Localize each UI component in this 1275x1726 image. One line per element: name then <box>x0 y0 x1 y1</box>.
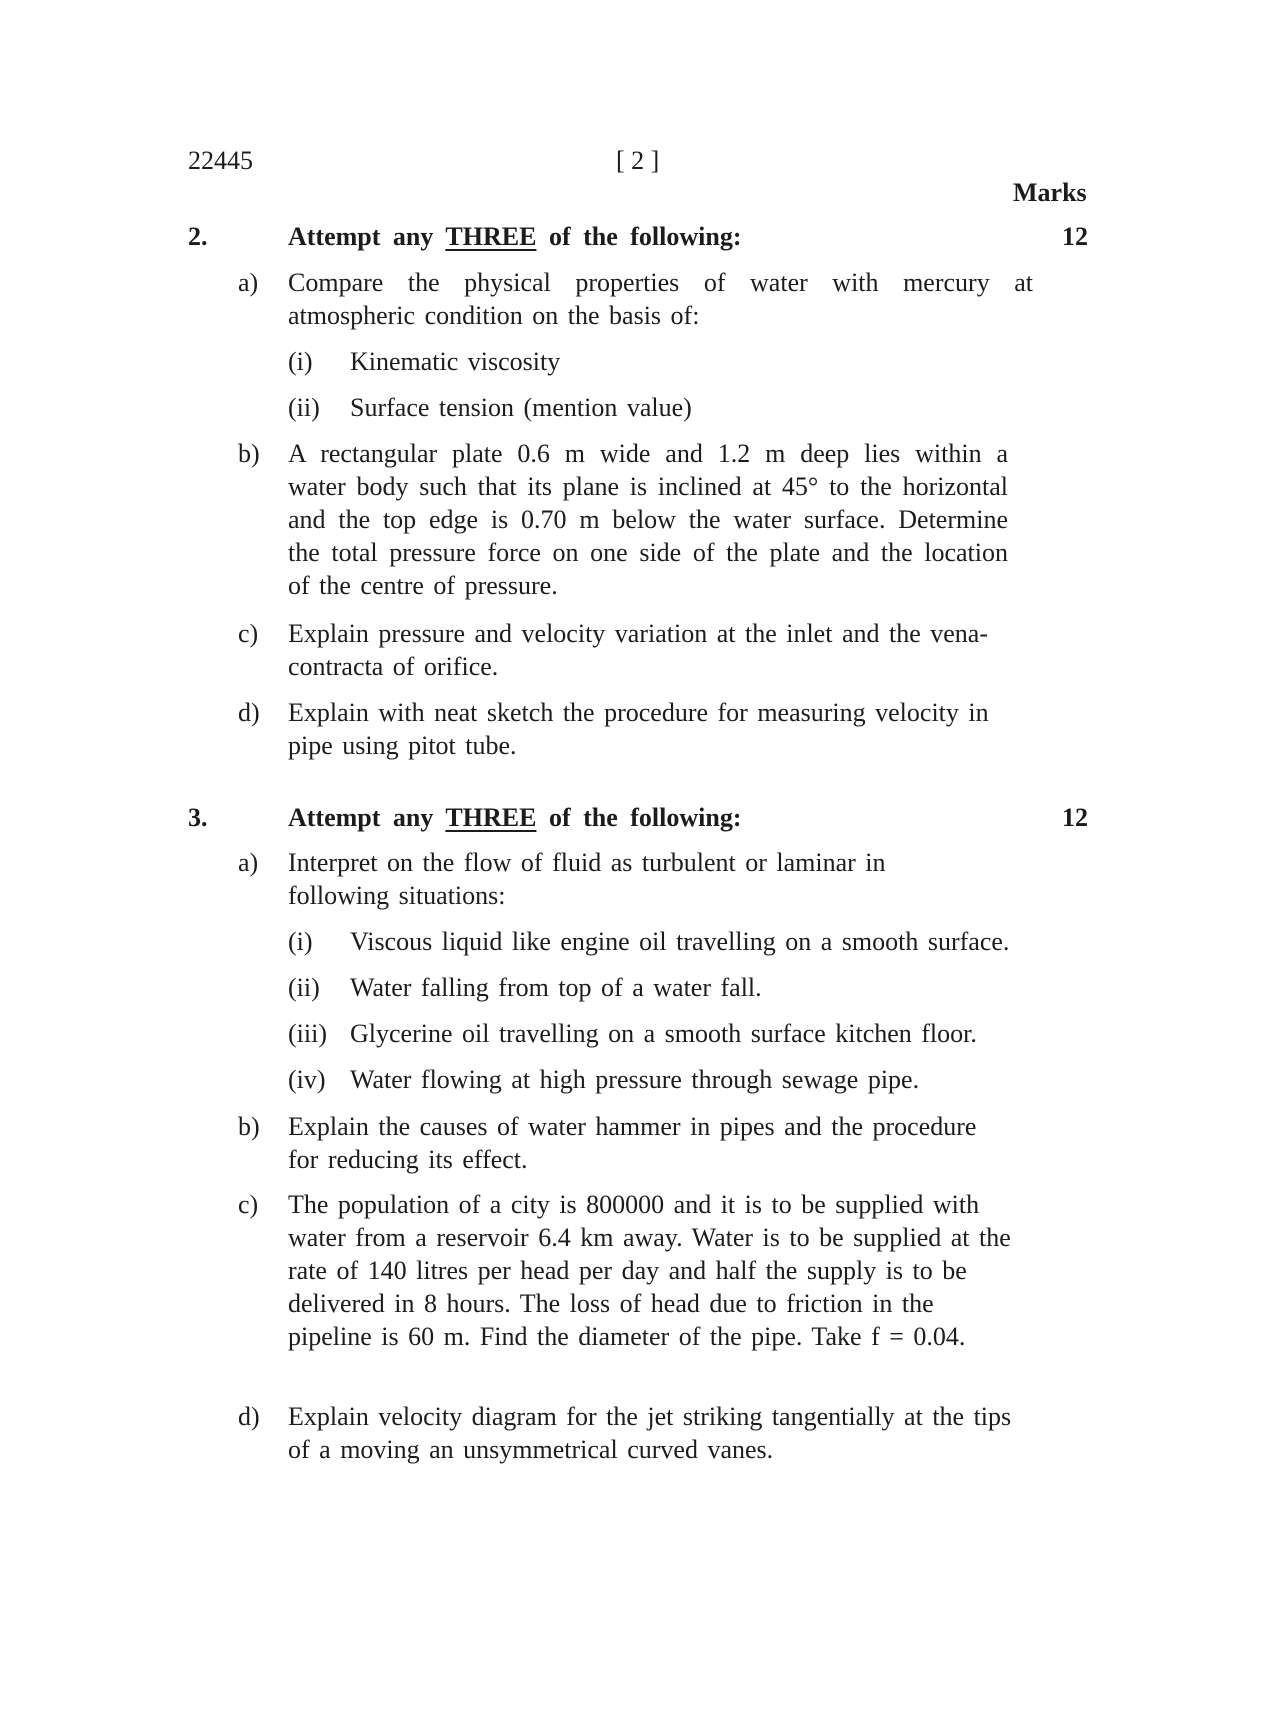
sub-label: (ii) <box>288 973 320 1002</box>
sub-label: (iii) <box>288 1019 327 1048</box>
sub-label: (ii) <box>288 393 320 422</box>
item-label: c) <box>238 619 259 648</box>
instruction-emphasis: THREE <box>445 222 537 251</box>
marks-column-label: Marks <box>1013 178 1087 207</box>
item-text: Explain with neat sketch the procedure for measuring velocity in pipe using pitot tube. <box>288 698 989 760</box>
sub-label: (iv) <box>288 1065 326 1094</box>
question-3b <box>238 1110 1038 1180</box>
instruction-text: Attempt any <box>288 803 434 832</box>
sub-text: Glycerine oil travelling on a smooth surface kitchen floor. <box>350 1019 977 1048</box>
item-label: b) <box>238 439 260 468</box>
item-label: d) <box>238 1402 260 1431</box>
sub-label: (i) <box>288 927 313 956</box>
question-2d <box>238 696 1038 766</box>
question-2b <box>238 437 1038 607</box>
instruction-text: Attempt any <box>288 222 434 251</box>
item-label: a) <box>238 268 259 297</box>
item-text: The population of a city is 800000 and it is to be supplied with water from a reservoir 6.4 km away. Water is to be supplied at the rate of 140 litres per head per day and half the supply is to be delivered in 8 hours. The loss of head due to friction in the pipeline is 60 m. Find the diameter of the pipe. Take f = 0.04. <box>288 1190 1011 1351</box>
instruction-emphasis: THREE <box>445 803 537 832</box>
item-label: b) <box>238 1112 260 1141</box>
instruction-text: of the following: <box>548 222 742 251</box>
question-3d <box>238 1400 1038 1470</box>
question-3a <box>238 846 1038 916</box>
question-marks: 12 <box>1062 803 1088 832</box>
item-label: c) <box>238 1190 259 1219</box>
question-instruction <box>288 222 741 252</box>
page-number: [ 2 ] <box>616 146 660 175</box>
sub-label: (i) <box>288 347 313 376</box>
item-text: Explain pressure and velocity variation at the inlet and the vena-contracta of orifice. <box>288 619 988 681</box>
question-marks: 12 <box>1062 222 1088 251</box>
sub-text: Kinematic viscosity <box>350 347 561 376</box>
question-number: 3. <box>188 803 208 832</box>
item-text: Compare the physical properties of water with mercury at atmospheric condition on the basis of: <box>288 268 1033 330</box>
question-instruction <box>288 803 741 833</box>
sub-text: Water falling from top of a water fall. <box>350 973 762 1002</box>
question-2a <box>238 266 1038 336</box>
paper-code: 22445 <box>188 146 253 175</box>
item-text: Explain velocity diagram for the jet striking tangentially at the tips of a moving an unsymmetrical curved vanes. <box>288 1402 1012 1464</box>
item-text: A rectangular plate 0.6 m wide and 1.2 m deep lies within a water body such that its plane is inclined at 45° to the horizontal and the top edge is 0.70 m below the water surface. Determine the total pressure force on one side of the plate and the location of the centre of pressure. <box>288 439 1008 600</box>
question-number: 2. <box>188 222 208 251</box>
item-label: d) <box>238 698 260 727</box>
sub-text: Water flowing at high pressure through sewage pipe. <box>350 1065 920 1094</box>
instruction-text: of the following: <box>548 803 742 832</box>
item-label: a) <box>238 848 259 877</box>
question-3-heading <box>188 803 1088 843</box>
question-2-heading <box>188 222 1088 262</box>
item-text: Interpret on the flow of fluid as turbulent or laminar in following situations: <box>288 848 886 910</box>
item-text: Explain the causes of water hammer in pipes and the procedure for reducing its effect. <box>288 1112 977 1174</box>
sub-text: Surface tension (mention value) <box>350 393 692 422</box>
sub-text: Viscous liquid like engine oil travelling on a smooth surface. <box>350 927 1010 956</box>
question-3c <box>238 1188 1038 1393</box>
question-2c <box>238 617 1038 687</box>
